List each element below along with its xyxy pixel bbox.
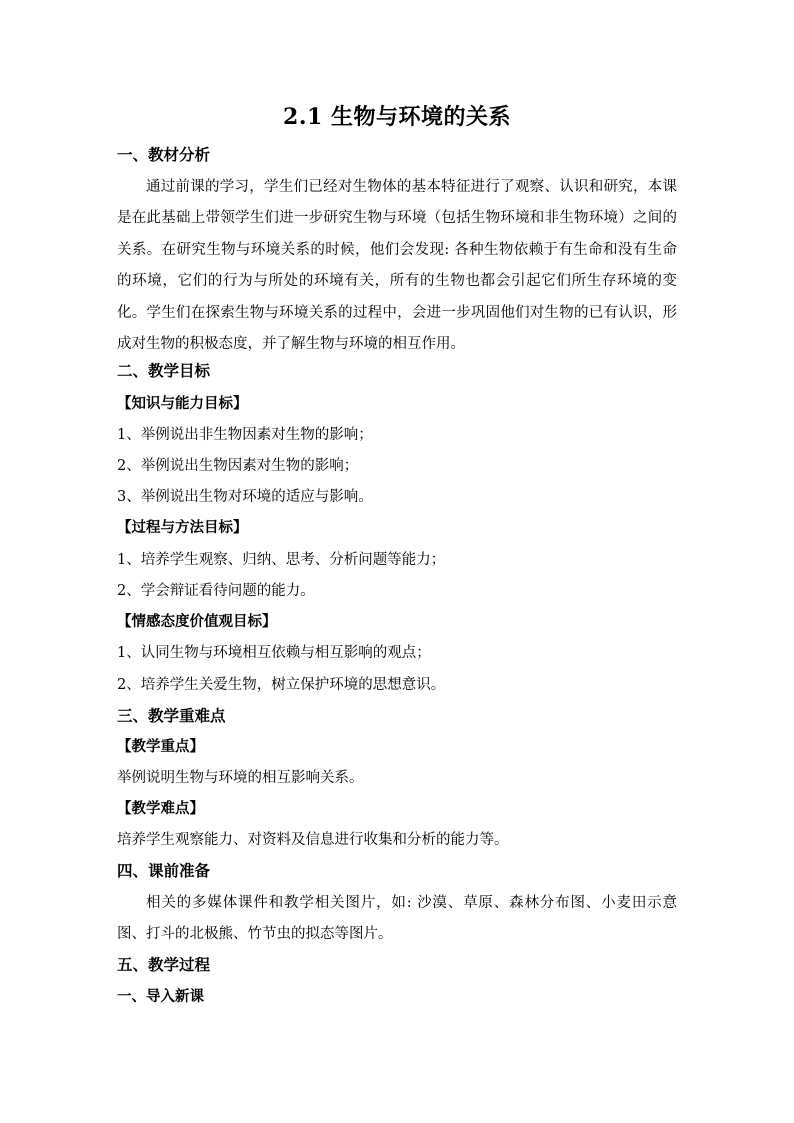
- section-heading-teaching-goals: 二、教学目标: [117, 361, 211, 380]
- key-point-label: 【教学重点】: [117, 738, 204, 755]
- knowledge-goal-item: 1、举例说出非生物因素对生物的影响；: [117, 427, 373, 443]
- section-heading-teaching-process: 五、教学过程: [117, 955, 211, 974]
- section-heading-textbook-analysis: 一、教材分析: [117, 145, 211, 164]
- knowledge-goals-label: 【知识与能力目标】: [117, 395, 248, 412]
- key-point-text: 举例说明生物与环境的相互影响关系。: [117, 770, 364, 786]
- process-goal-item: 2、学会辩证看待问题的能力。: [117, 583, 315, 599]
- preparation-paragraph: 相关的多媒体课件和教学相关图片，如: 沙漠、草原、森林分布图、小麦田示意图、打斗的北极熊、竹节虫的拟态等图片。: [117, 895, 677, 943]
- section-heading-preparation: 四、课前准备: [117, 861, 211, 880]
- knowledge-goal-item: 2、举例说出生物因素对生物的影响；: [117, 458, 359, 474]
- sub-heading-introduction: 一、导入新课: [117, 988, 204, 1005]
- process-goal-item: 1、培养学生观察、归纳、思考、分析问题等能力；: [117, 552, 446, 568]
- difficult-point-text: 培养学生观察能力、对资料及信息进行收集和分析的能力等。: [117, 832, 509, 848]
- knowledge-goal-item: 3、举例说出生物对环境的适应与影响。: [117, 489, 373, 505]
- process-goals-label: 【过程与方法目标】: [117, 519, 248, 536]
- emotion-goal-item: 2、培养学生关爱生物，树立保护环境的思想意识。: [117, 677, 446, 693]
- document-title: 2.1 生物与环境的关系: [283, 104, 511, 130]
- textbook-analysis-paragraph: 通过前课的学习，学生们已经对生物体的基本特征进行了观察、认识和研究，本课是在此基础上带领学生们进一步研究生物与环境（包括生物环境和非生物环境）之间的关系。在研究生物与环境关系的时候，他们会发现: 各种生物依赖于有生命和没有生命的环境，它们的行为与所处的环境有关，所有的生物也都会引起它们所生存环境的变化。学生们在探索生物与环境关系的过程中，会进一步巩固他们对生物的已有认识，形成对生物的积极态度，并了解生物与环境的相互作用。: [117, 179, 677, 353]
- difficult-point-label: 【教学难点】: [117, 800, 204, 817]
- section-heading-key-points: 三、教学重难点: [117, 706, 226, 725]
- emotion-goal-item: 1、认同生物与环境相互依赖与相互影响的观点；: [117, 645, 431, 661]
- emotion-goals-label: 【情感态度价值观目标】: [117, 613, 277, 630]
